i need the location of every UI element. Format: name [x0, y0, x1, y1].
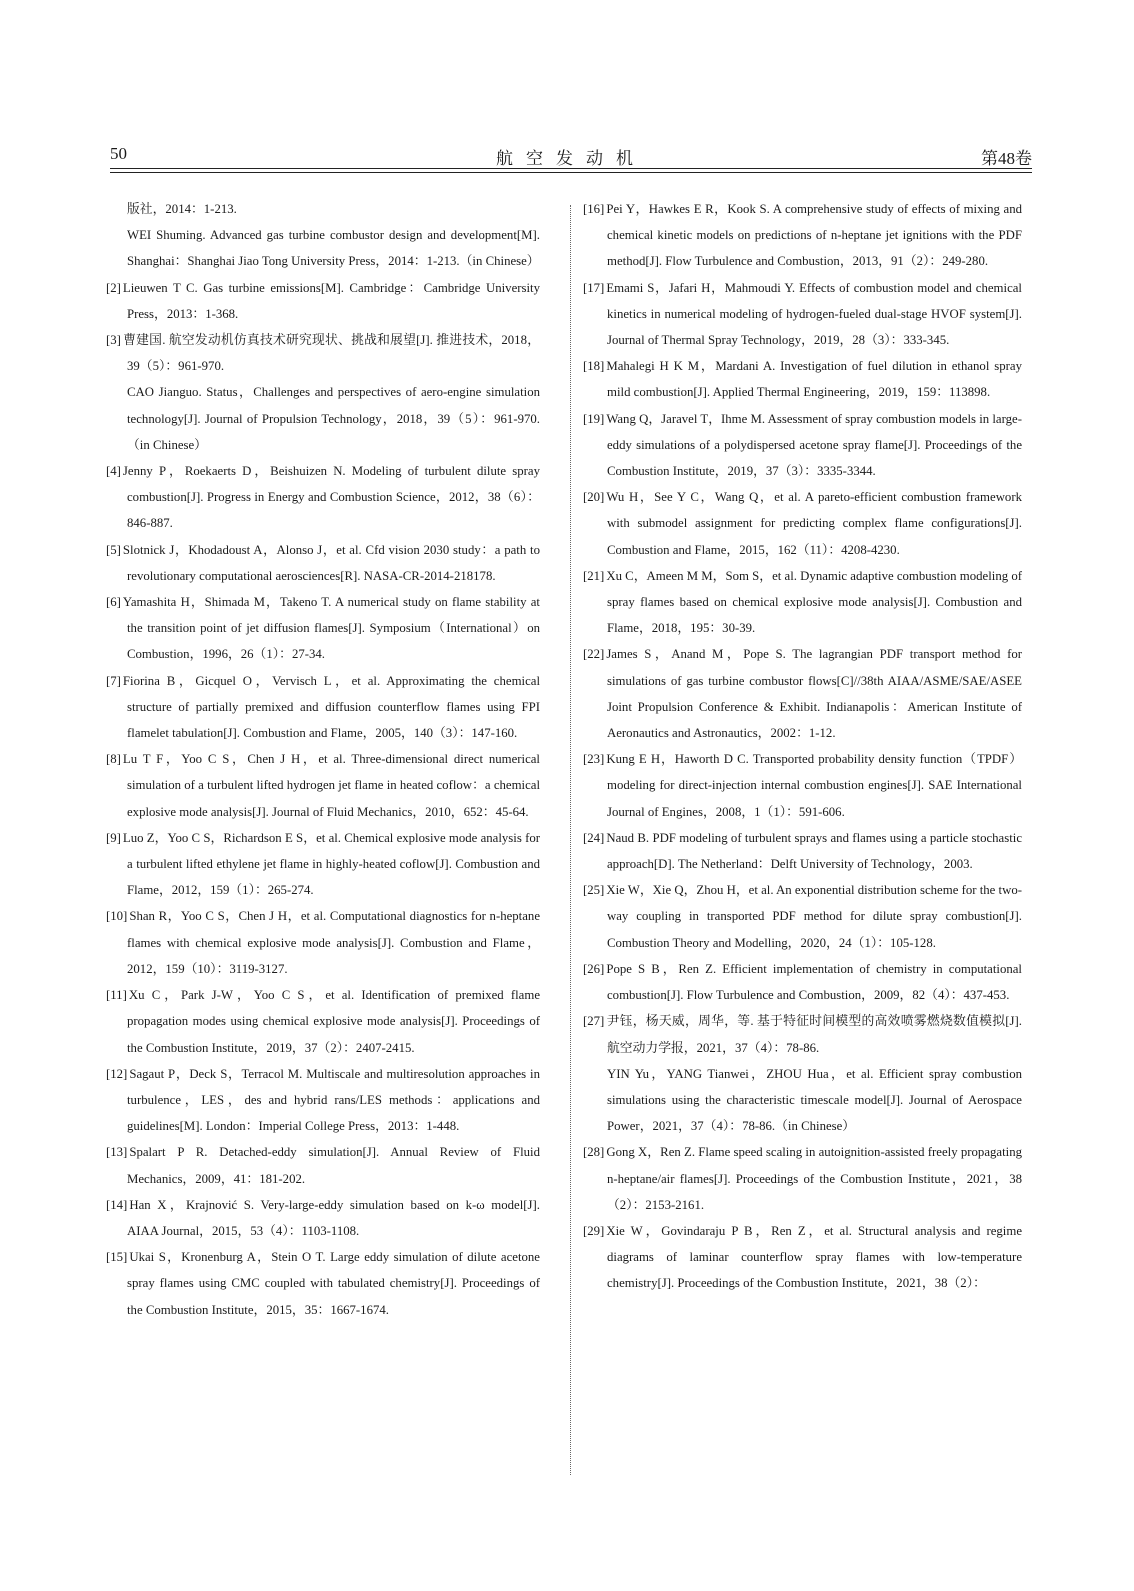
reference-entry [106, 222, 540, 274]
reference-text: Xie W，Govindaraju P B，Ren Z，et al. Structural analysis and regime diagrams of laminar counterflow spray flames with low-temperature chemistry[J]. Proceedings of the Combustion Institute，2021，38（2）： [606, 1223, 1022, 1291]
reference-entry [583, 825, 1022, 877]
references-left-column [106, 196, 540, 1323]
reference-text: Fiorina B，Gicquel O，Vervisch L，et al. Approximating the chemical structure of partially premixed and diffusion counterflow flames using FPI flamelet tabulation[J]. Combustion and Flame，2005，140（3）：147-160. [122, 673, 540, 741]
reference-entry [583, 1218, 1022, 1297]
reference-number: [6] [106, 595, 121, 610]
reference-number: [17] [583, 280, 605, 295]
reference-text: Sagaut P，Deck S，Terracol M. Multiscale and multiresolution approaches in turbulence，LES，des and hybrid rans/LES methods：applications and guidelines[M]. London：Imperial College Press，2013：1-448. [127, 1066, 540, 1134]
reference-text: Han X，Krajnović S. Very-large-eddy simulation based on k-ω model[J]. AIAA Journal，2015，53（4）：1103-1108. [127, 1197, 540, 1238]
journal-title: 航空发动机 [496, 149, 646, 168]
reference-number: [11] [106, 988, 127, 1003]
reference-entry [583, 484, 1022, 563]
reference-entry [106, 327, 540, 379]
reference-number: [22] [583, 647, 605, 662]
reference-number: [26] [583, 961, 605, 976]
reference-number: [24] [583, 830, 605, 845]
reference-text: Slotnick J，Khodadoust A，Alonso J，et al. Cfd vision 2030 study：a path to revolutionary computational aerosciences[R]. NASA-CR-2014-218178. [122, 542, 540, 583]
running-header [110, 142, 1032, 166]
reference-text: Shan R，Yoo C S，Chen J H，et al. Computational diagnostics for n-heptane flames with chemical explosive mode analysis[J]. Combustion and Flame，2012，159（10）：3119-3127. [127, 909, 540, 976]
reference-number: [23] [583, 752, 605, 767]
reference-entry [583, 196, 1022, 275]
reference-entry [106, 458, 540, 537]
reference-entry [583, 877, 1022, 956]
reference-entry [106, 903, 540, 982]
reference-number: [28] [583, 1145, 605, 1160]
reference-text: Wu H，See Y C，Wang Q，et al. A pareto-efficient combustion framework with submodel assignment for predicting complex flame configurations[J]. Combustion and Flame，2015，162（11）：4208-4230. [606, 490, 1022, 557]
reference-entry [106, 825, 540, 904]
reference-entry [583, 1008, 1022, 1060]
reference-text: Gong X，Ren Z. Flame speed scaling in autoignition-assisted freely propagating n-heptane/air flames[J]. Proceedings of the Combustion Institute，2021，38（2）：2153-2161. [606, 1145, 1022, 1212]
reference-entry [106, 537, 540, 589]
reference-entry [583, 353, 1022, 405]
reference-entry [106, 379, 540, 458]
reference-entry [583, 1139, 1022, 1218]
reference-entry [106, 668, 540, 747]
reference-text: YIN Yu，YANG Tianwei，ZHOU Hua，et al. Efficient spray combustion simulations using the characteristic timescale model[J]. Journal of Aerospace Power，2021，37（4）：78-86.（in Chinese） [607, 1066, 1022, 1134]
reference-entry [583, 956, 1022, 1008]
reference-text: 版社，2014：1-213. [127, 202, 237, 216]
reference-number: [9] [106, 830, 121, 845]
reference-text: James S，Anand M，Pope S. The lagrangian PDF transport method for simulations of gas turbine combustor flows[C]//38th AIAA/ASME/SAE/ASEE Joint Propulsion Conference & Exhibit. Indianapolis：American Institute of Aeronautics and Astronautics，2002：1-12. [606, 647, 1022, 741]
reference-entry [583, 746, 1022, 825]
volume-label: 第48卷 [981, 149, 1032, 168]
page-number: 50 [110, 144, 127, 163]
reference-number: [25] [583, 883, 605, 898]
reference-text: Lu T F，Yoo C S，Chen J H，et al. Three-dimensional direct numerical simulation of a turbulent lifted hydrogen jet flame in heated coflow：a chemical explosive mode analysis[J]. Journal of Fluid Mechanics，2010，652：45-64. [122, 752, 540, 819]
reference-text: CAO Jianguo. Status，Challenges and perspectives of aero-engine simulation technology[J]. Journal of Propulsion Technology，2018，39（5）：961-970.（in Chinese） [127, 385, 540, 452]
reference-entry [106, 589, 540, 668]
reference-text: Mahalegi H K M，Mardani A. Investigation of fuel dilution in ethanol spray mild combustion[J]. Applied Thermal Engineering，2019，159：113898. [606, 359, 1022, 400]
reference-number: [16] [583, 202, 605, 216]
reference-text: Luo Z，Yoo C S，Richardson E S，et al. Chemical explosive mode analysis for a turbulent lifted ethylene jet flame in highly-heated coflow[J]. Combustion and Flame，2012，159（1）：265-274. [122, 830, 540, 898]
reference-text: 曹建国. 航空发动机仿真技术研究现状、挑战和展望[J]. 推进技术，2018，39（5）：961-970. [122, 333, 540, 374]
reference-entry [106, 196, 540, 222]
header-rule-thin [110, 172, 1032, 173]
reference-number: [3] [106, 333, 121, 348]
reference-number: [13] [106, 1145, 128, 1160]
reference-number: [14] [106, 1197, 128, 1212]
reference-entry [106, 275, 540, 327]
reference-text: Naud B. PDF modeling of turbulent sprays and flames using a particle stochastic approach[D]. The Netherland：Delft University of Technology，2003. [606, 830, 1022, 872]
reference-number: [8] [106, 752, 121, 767]
reference-text: Xu C，Ameen M M，Som S，et al. Dynamic adaptive combustion modeling of spray flames based on chemical explosive mode analysis[J]. Combustion and Flame，2018，195：30-39. [606, 568, 1022, 636]
reference-entry [106, 982, 540, 1061]
reference-text: Emami S，Jafari H，Mahmoudi Y. Effects of combustion model and chemical kinetics in numerical modeling of hydrogen-fueled dual-stage HVOF system[J]. Journal of Thermal Spray Technology，2019，28（3）：333-345. [606, 280, 1022, 348]
reference-number: [29] [583, 1223, 605, 1238]
reference-entry [106, 1192, 540, 1244]
reference-text: Yamashita H，Shimada M，Takeno T. A numerical study on flame stability at the transition point of jet diffusion flames[J]. Symposium（International）on Combustion，1996，26（1）：27-34. [122, 595, 540, 662]
reference-text: Pei Y，Hawkes E R，Kook S. A comprehensive study of effects of mixing and chemical kinetic models on predictions of n-heptane jet ignitions with the PDF method[J]. Flow Turbulence and Combustion，2013，91（2）：249-280. [606, 202, 1022, 269]
reference-number: [2] [106, 280, 121, 295]
reference-number: [7] [106, 673, 121, 688]
reference-entry [106, 746, 540, 825]
reference-number: [15] [106, 1250, 128, 1265]
reference-entry [106, 1244, 540, 1323]
reference-entry [106, 1061, 540, 1140]
reference-number: [21] [583, 568, 605, 583]
reference-number: [5] [106, 542, 121, 557]
reference-entry [583, 275, 1022, 354]
reference-text: Spalart P R. Detached-eddy simulation[J]. Annual Review of Fluid Mechanics，2009，41：181-202. [127, 1145, 540, 1186]
header-rule-thick [110, 168, 1032, 169]
reference-number: [4] [106, 464, 121, 479]
reference-text: Xu C，Park J-W，Yoo C S，et al. Identification of premixed flame propagation modes using chemical explosive mode analysis[J]. Proceedings of the Combustion Institute，2019，37（2）：2407-2415. [127, 988, 540, 1055]
reference-text: 尹钰，杨天威，周华，等. 基于特征时间模型的高效喷雾燃烧数值模拟[J]. 航空动力学报，2021，37（4）：78-86. [606, 1014, 1022, 1055]
reference-number: [20] [583, 490, 605, 505]
reference-text: Jenny P，Roekaerts D，Beishuizen N. Modeling of turbulent dilute spray combustion[J]. Progress in Energy and Combustion Science，2012，38（6）：846-887. [122, 464, 540, 531]
reference-text: WEI Shuming. Advanced gas turbine combustor design and development[M]. Shanghai：Shanghai Jiao Tong University Press，2014：1-213.（in Chinese） [127, 228, 540, 269]
reference-number: [12] [106, 1066, 128, 1081]
reference-text: Pope S B，Ren Z. Efficient implementation of chemistry in computational combustion[J]. Flow Turbulence and Combustion，2009，82（4）：437-453. [606, 961, 1022, 1003]
column-divider [570, 205, 571, 1475]
reference-text: Xie W，Xie Q，Zhou H，et al. An exponential distribution scheme for the two-way coupling in transported PDF method for dilute spray combustion[J]. Combustion Theory and Modelling，2020，24（1）：105-128. [606, 883, 1022, 950]
reference-text: Wang Q，Jaravel T，Ihme M. Assessment of spray combustion models in large-eddy simulations of a polydispersed acetone spray flame[J]. Proceedings of the Combustion Institute，2019，37（3）：3335-3344. [606, 411, 1022, 479]
reference-text: Lieuwen T C. Gas turbine emissions[M]. Cambridge：Cambridge University Press，2013：1-368. [122, 280, 540, 321]
reference-entry [106, 1139, 540, 1191]
reference-entry [583, 641, 1022, 746]
reference-number: [19] [583, 411, 605, 426]
reference-text: Ukai S，Kronenburg A，Stein O T. Large eddy simulation of dilute acetone spray flames using CMC coupled with tabulated chemistry[J]. Proceedings of the Combustion Institute，2015，35：1667-1674. [127, 1250, 540, 1317]
reference-entry [583, 406, 1022, 485]
reference-number: [10] [106, 909, 128, 924]
reference-entry [583, 1061, 1022, 1140]
reference-number: [18] [583, 359, 605, 374]
reference-text: Kung E H，Haworth D C. Transported probability density function（TPDF）modeling for direct-injection internal combustion engines[J]. SAE International Journal of Engines，2008，1（1）：591-606. [606, 752, 1022, 819]
reference-entry [583, 563, 1022, 642]
reference-number: [27] [583, 1014, 605, 1029]
references-right-column [583, 196, 1022, 1297]
